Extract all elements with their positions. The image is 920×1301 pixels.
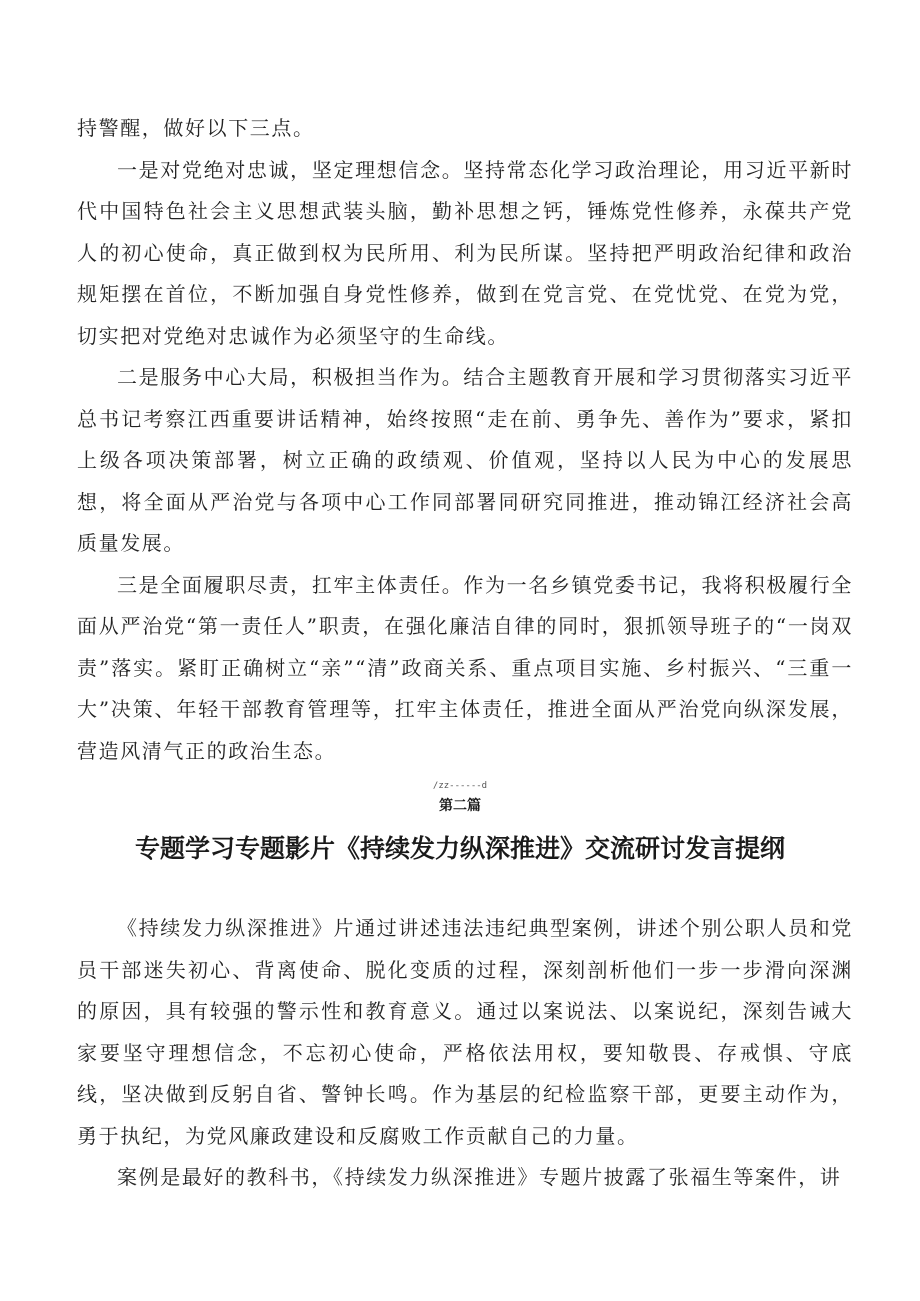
paragraph-intro: 《持续发力纵深推进》片通过讲述违法违纪典型案例，讲述个别公职人员和党员干部迷失初心、背离使命、脱化变质的过程，深刻剖析他们一步一步滑向深渊的原因，具有较强的警示性和教育意义。通过以案说法、以案说纪，深刻告诫大家要坚守理想信念，不忘初心使命，严格依法用权，要知敬畏、存戒惧、守底线，坚决做到反躬自省、警钟长鸣。作为基层的纪检监察干部，更要主动作为，勇于执纪，为党风廉政建设和反腐败工作贡献自己的力量。	[77, 916, 853, 1148]
paragraph-cases: 案例是最好的教科书，《持续发力纵深推进》专题片披露了张福生等案件，讲	[117, 1165, 842, 1189]
section-divider-mark: /zz------d	[432, 781, 488, 791]
section-label: 第二篇	[439, 798, 481, 814]
paragraph-point-three: 三是全面履职尽责，扛牢主体责任。作为一名乡镇党委书记，我将积极履行全面从严治党“第一责任人”职责，在强化廉洁自律的同时，狠抓领导班子的“一岗双责”落实。紧盯正确树立“亲”“清”政商关系、重点项目实施、乡村振兴、“三重一大”决策、年轻干部教育管理等，扛牢主体责任，推进全面从严治党向纵深发展，营造风清气正的政治生态。	[77, 572, 853, 763]
article-title: 专题学习专题影片《持续发力纵深推进》交流研讨发言提纲	[134, 834, 785, 863]
paragraph-point-two: 二是服务中心大局，积极担当作为。结合主题教育开展和学习贯彻落实习近平总书记考察江西重要讲话精神，始终按照“走在前、勇争先、善作为”要求，紧扣上级各项决策部署，树立正确的政绩观、价值观，坚持以人民为中心的发展思想，将全面从严治党与各项中心工作同部署同研究同推进，推动锦江经济社会高质量发展。	[77, 365, 853, 555]
bottom-text-block	[77, 908, 853, 1199]
paragraph-continuation: 持警醒，做好以下三点。	[77, 116, 315, 140]
paragraph-point-one: 一是对党绝对忠诚，坚定理想信念。坚持常态化学习政治理论，用习近平新时代中国特色社会主义思想武装头脑，勤补思想之钙，锤炼党性修养，永葆共产党人的初心使命，真正做到权为民所用、利为民所谋。坚持把严明政治纪律和政治规矩摆在首位，不断加强自身党性修养，做到在党言党、在党忧党、在党为党，切实把对党绝对忠诚作为必须坚守的生命线。	[77, 157, 853, 348]
top-text-block	[77, 108, 853, 772]
